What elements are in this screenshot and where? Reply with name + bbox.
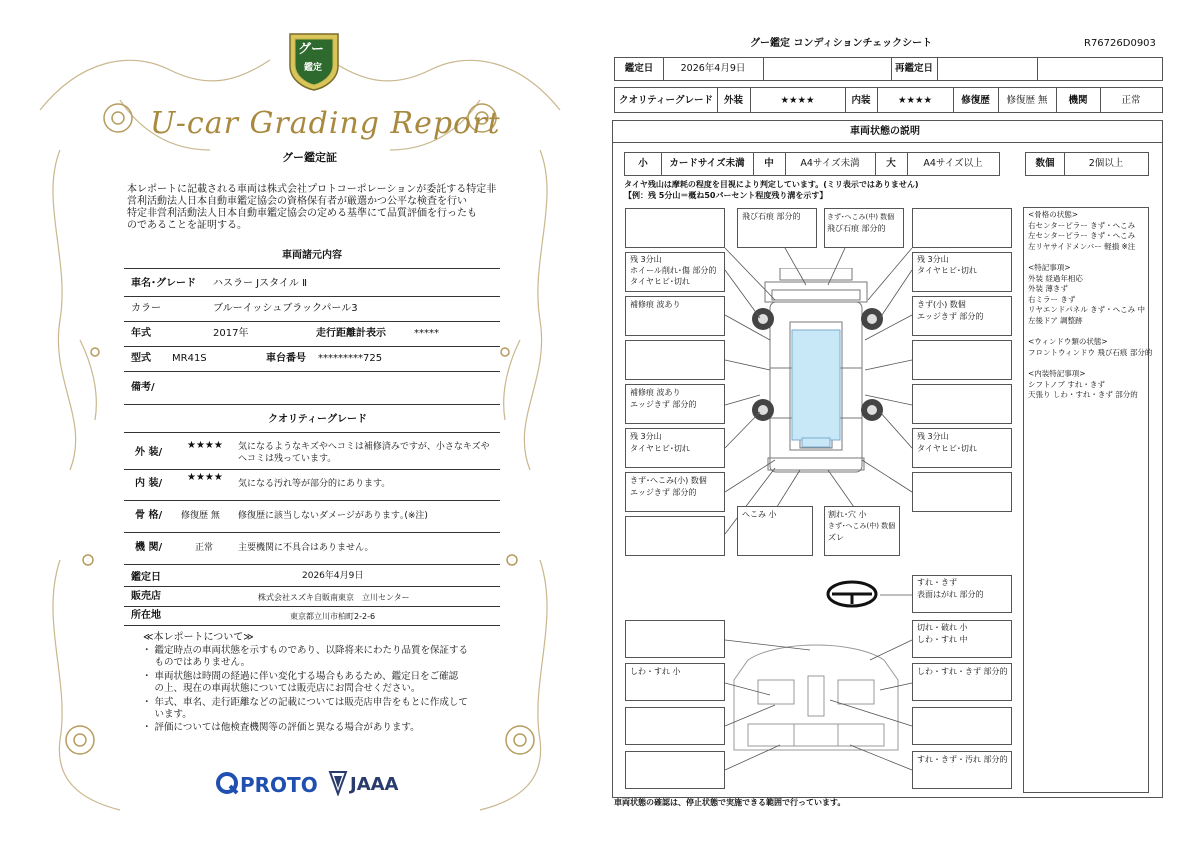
dealer-label: 販売店 bbox=[131, 591, 161, 602]
box-right-5 bbox=[912, 428, 1012, 468]
notice-line-5: ・ 年式、車名、走行距離などの記載については販売店申告をもとに作成して bbox=[142, 697, 468, 708]
box-bottom-mid-text: へこみ 小 bbox=[742, 510, 777, 519]
side-note-line: 外装 経過年相応 bbox=[1028, 273, 1083, 283]
report-script-title: U-car Grading Report bbox=[150, 106, 501, 141]
side-note-line: 左リヤサイドメンバー 軽損 ※注 bbox=[1028, 241, 1136, 251]
box-top-3-text-b: 飛び石痕 部分的 bbox=[827, 224, 886, 233]
section-title: 車両状態の説明 bbox=[850, 126, 920, 137]
count-desc: 2個以上 bbox=[1088, 158, 1124, 169]
box-top-3 bbox=[824, 208, 904, 248]
side-note-line: シフトノブ すれ・きず bbox=[1028, 379, 1105, 389]
interior-right-1-text-b: 表面はがれ 部分的 bbox=[917, 590, 984, 599]
tire-note-1: タイヤ残山は摩耗の程度を目視により判定しています。(ミリ表示ではありません) bbox=[624, 180, 919, 189]
rep-label: 修復歴 bbox=[961, 95, 990, 106]
int-stars: ★★★★ bbox=[897, 95, 933, 106]
box-left-1-text-a: 残 3分山 bbox=[630, 255, 662, 264]
interior-left-1 bbox=[625, 620, 725, 658]
box-left-6-text-a: きず･へこみ(小) 数個 bbox=[630, 476, 707, 485]
intro-line-4: のであることを証明する。 bbox=[127, 220, 247, 231]
notice-heading: ≪本レポートについて≫ bbox=[143, 632, 254, 643]
notice-line-7: ・ 評価については他検査機関等の評価と異なる場合があります。 bbox=[142, 722, 420, 733]
size-mid: 中 bbox=[764, 158, 774, 169]
box-left-2 bbox=[625, 296, 725, 336]
color-value: ブルーイッシュブラックパール3 bbox=[213, 303, 358, 314]
side-note-line: フロントウィンドウ 飛び石痕 部分的 bbox=[1028, 347, 1153, 357]
notice-line-3: ・ 車両状態は時間の経過に伴い変化する場合もあるため、鑑定日をご確認 bbox=[142, 671, 459, 682]
sheet-date-label: 鑑定日 bbox=[624, 63, 654, 74]
intro-line-1: 本レポートに記載される車両は株式会社プロトコーポレーションが委託する特定非 bbox=[127, 184, 497, 195]
interior-right-3-text: しわ・すれ・きず 部分的 bbox=[917, 667, 1008, 676]
interior-stars: ★★★★ bbox=[187, 472, 223, 483]
side-note-line: <ウィンドウ類の状態> bbox=[1028, 337, 1108, 347]
box-right-1-text-a: 残 3分山 bbox=[917, 255, 949, 264]
interior-left-2 bbox=[625, 663, 725, 701]
address-value: 東京都立川市柏町2-2-6 bbox=[290, 612, 376, 621]
exterior-text-1: 気になるようなキズやヘコミは補修済みですが、小さなキズや bbox=[238, 442, 490, 452]
side-note-line: 左後ドア 調整跡 bbox=[1028, 316, 1083, 325]
frame-value: 修復歴 無 bbox=[181, 511, 220, 521]
box-left-2-text: 補修痕 波あり bbox=[630, 300, 681, 309]
box-left-4 bbox=[625, 384, 725, 424]
side-note-line: リヤエンドパネル きず・へこみ 中 bbox=[1028, 305, 1145, 315]
box-left-5-text-a: 残 3分山 bbox=[630, 432, 662, 441]
box-top-1 bbox=[625, 208, 725, 248]
date-label: 鑑定日 bbox=[131, 572, 161, 583]
model-label: 型式 bbox=[131, 353, 151, 364]
box-bottom-right-text-c: ズレ bbox=[828, 533, 844, 542]
notice-line-6: います。 bbox=[142, 709, 192, 720]
box-right-2-text-b: エッジきず 部分的 bbox=[917, 312, 984, 321]
box-left-3 bbox=[625, 340, 725, 380]
notice-line-4: の上、現在の車両状態については販売店にお問合せください。 bbox=[142, 683, 421, 694]
interior-left-2-text: しわ・すれ 小 bbox=[630, 667, 681, 676]
box-right-6 bbox=[912, 472, 1012, 512]
size-small: 小 bbox=[638, 158, 648, 169]
sheet-code: R76726D0903 bbox=[1084, 38, 1156, 49]
badge-label: グー bbox=[298, 42, 325, 57]
int-label: 内装 bbox=[851, 95, 871, 106]
box-right-2-text-a: きず(小) 数個 bbox=[917, 300, 966, 309]
side-note-line: 天張り しわ・すれ・きず 部分的 bbox=[1028, 390, 1138, 400]
intro-line-2: 営利活動法人日本自動車鑑定協会の資格保有者が厳選かつ公平な検査を行い bbox=[127, 196, 467, 207]
side-note-line: <特記事項> bbox=[1028, 263, 1071, 272]
count-label: 数個 bbox=[1035, 158, 1055, 169]
tire-note-2: 【例：残 5分山＝概ね50パーセント程度残り溝を示す】 bbox=[624, 191, 828, 200]
box-bottom-left bbox=[625, 516, 725, 556]
qg-label: クオリティーグレード bbox=[618, 95, 714, 106]
name-label: 車名･グレード bbox=[131, 278, 196, 289]
interior-left-4 bbox=[625, 751, 725, 789]
box-right-5-text-a: 残 3分山 bbox=[917, 432, 949, 441]
engine-label: 機 関/ bbox=[135, 542, 163, 553]
box-right-4 bbox=[912, 384, 1012, 424]
condition-check-sheet bbox=[600, 0, 1200, 848]
exterior-text-2: ヘコミは残っています。 bbox=[238, 454, 337, 464]
eng-value: 正常 bbox=[1121, 95, 1141, 106]
interior-right-5 bbox=[912, 751, 1012, 789]
model-value: MR41S bbox=[172, 353, 207, 364]
interior-left-3 bbox=[625, 707, 725, 745]
quality-heading: クオリティーグレード bbox=[268, 414, 367, 425]
eng-label: 機関 bbox=[1068, 95, 1088, 106]
frame-text: 修復歴に該当しないダメージがあります｡(※注) bbox=[238, 511, 428, 521]
interior-label: 内 装/ bbox=[135, 478, 163, 489]
side-note-line: 外装 薄きず bbox=[1028, 284, 1068, 294]
chassis-label: 車台番号 bbox=[266, 353, 306, 364]
box-top-3-text-a: きず･へこみ(中) 数個 bbox=[827, 213, 895, 221]
interior-right-1-text-a: すれ・きず bbox=[917, 578, 957, 587]
box-right-5-text-b: タイヤヒビ･切れ bbox=[917, 444, 977, 453]
box-left-5-text-b: タイヤヒビ･切れ bbox=[630, 444, 690, 453]
box-left-6-text-b: エッジきず 部分的 bbox=[630, 488, 697, 497]
rep-value: 修復歴 無 bbox=[1006, 95, 1048, 106]
size-small-desc: カードサイズ未満 bbox=[669, 158, 745, 169]
side-note-line: <内装特記事項> bbox=[1028, 369, 1086, 378]
goo-badge-icon bbox=[286, 30, 342, 92]
box-left-4-text-b: エッジきず 部分的 bbox=[630, 400, 697, 409]
report-heading: グー鑑定証 bbox=[282, 151, 337, 164]
year-value: 2017年 bbox=[213, 328, 249, 339]
size-mid-desc: A4サイズ未満 bbox=[800, 158, 860, 169]
interior-right-2-text-a: 切れ・破れ 小 bbox=[917, 623, 968, 632]
interior-right-3 bbox=[912, 663, 1012, 701]
box-left-1-text-b: ホイール削れ･傷 部分的 bbox=[630, 266, 717, 275]
odometer-label: 走行距離計表示 bbox=[316, 328, 386, 339]
size-large: 大 bbox=[886, 158, 896, 169]
intro-line-3: 特定非営利活動法人日本自動車鑑定協会の定める基準にて品質評価を行ったも bbox=[127, 208, 477, 219]
box-right-1 bbox=[912, 252, 1012, 292]
interior-right-4 bbox=[912, 707, 1012, 745]
ext-stars: ★★★★ bbox=[780, 95, 815, 106]
notice-line-2: ものではありません。 bbox=[142, 657, 251, 668]
exterior-stars: ★★★★ bbox=[187, 440, 223, 451]
box-left-1 bbox=[625, 252, 725, 292]
interior-right-2-text-b: しわ・すれ 中 bbox=[917, 635, 968, 644]
box-left-5 bbox=[625, 428, 725, 468]
sheet-title: グー鑑定 コンディションチェックシート bbox=[750, 38, 933, 49]
side-note-line: 右ミラー きず bbox=[1028, 294, 1076, 304]
specs-heading: 車両諸元内容 bbox=[282, 250, 342, 261]
proto-logo-text: PROTO bbox=[240, 773, 318, 797]
box-right-1-text-b: タイヤヒビ･切れ bbox=[917, 266, 977, 275]
box-bottom-right-text-b: きず･へこみ(中) 数個 bbox=[828, 522, 896, 530]
engine-text: 主要機関に不具合はありません。 bbox=[238, 543, 374, 553]
chassis-value: *********725 bbox=[318, 353, 383, 364]
interior-right-1 bbox=[912, 575, 1012, 613]
interior-right-2 bbox=[912, 620, 1012, 658]
size-large-desc: A4サイズ以上 bbox=[923, 158, 983, 169]
interior-text: 気になる汚れ等が部分的にあります。 bbox=[238, 479, 391, 489]
exterior-label: 外 装/ bbox=[135, 447, 163, 458]
frame-label: 骨 格/ bbox=[135, 510, 163, 521]
box-bottom-right bbox=[824, 506, 900, 556]
box-bottom-right-text-a: 割れ･穴 小 bbox=[828, 510, 867, 519]
sheet-footer: 車両状態の確認は、停止状態で実施できる範囲で行っています。 bbox=[614, 798, 846, 807]
interior-right-5-text: すれ・きず・汚れ 部分的 bbox=[917, 755, 1008, 764]
engine-value: 正常 bbox=[195, 543, 214, 553]
jaaa-logo-icon bbox=[328, 770, 348, 796]
box-top-2 bbox=[737, 208, 817, 248]
box-right-3 bbox=[912, 340, 1012, 380]
proto-logo-icon bbox=[216, 772, 240, 796]
notice-line-1: ・ 鑑定時点の車両状態を示すものであり、以降将来にわたり品質を保証する bbox=[142, 645, 469, 656]
box-left-6 bbox=[625, 472, 725, 512]
date-value: 2026年4月9日 bbox=[302, 571, 364, 581]
box-top-4 bbox=[912, 208, 1012, 248]
address-label: 所在地 bbox=[131, 610, 161, 621]
box-right-2 bbox=[912, 296, 1012, 336]
color-label: カラー bbox=[131, 303, 161, 314]
side-note-line: 左センターピラー きず・へこみ bbox=[1028, 231, 1136, 241]
name-value: ハスラー Jスタイル Ⅱ bbox=[213, 278, 308, 289]
box-left-4-text-a: 補修痕 波あり bbox=[630, 388, 681, 397]
ext-label: 外装 bbox=[723, 95, 743, 106]
box-left-1-text-c: タイヤヒビ･切れ bbox=[630, 277, 690, 286]
sheet-date-value: 2026年4月9日 bbox=[680, 63, 746, 74]
year-label: 年式 bbox=[131, 328, 151, 339]
odometer-value: ***** bbox=[414, 328, 439, 339]
box-bottom-mid bbox=[737, 506, 813, 556]
remarks-label: 備考/ bbox=[131, 382, 155, 393]
box-top-2-text: 飛び石痕 部分的 bbox=[742, 212, 801, 221]
jaaa-logo-text: JAAA bbox=[350, 774, 399, 795]
side-note-line: <骨格の状態> bbox=[1028, 210, 1079, 219]
side-note-line: 右センターピラー きず・へこみ bbox=[1028, 220, 1136, 230]
badge-sub-label: 鑑定 bbox=[304, 63, 323, 73]
dealer-value: 株式会社スズキ自販南東京 立川センター bbox=[258, 593, 410, 602]
sheet-redate-label: 再鑑定日 bbox=[894, 63, 933, 74]
